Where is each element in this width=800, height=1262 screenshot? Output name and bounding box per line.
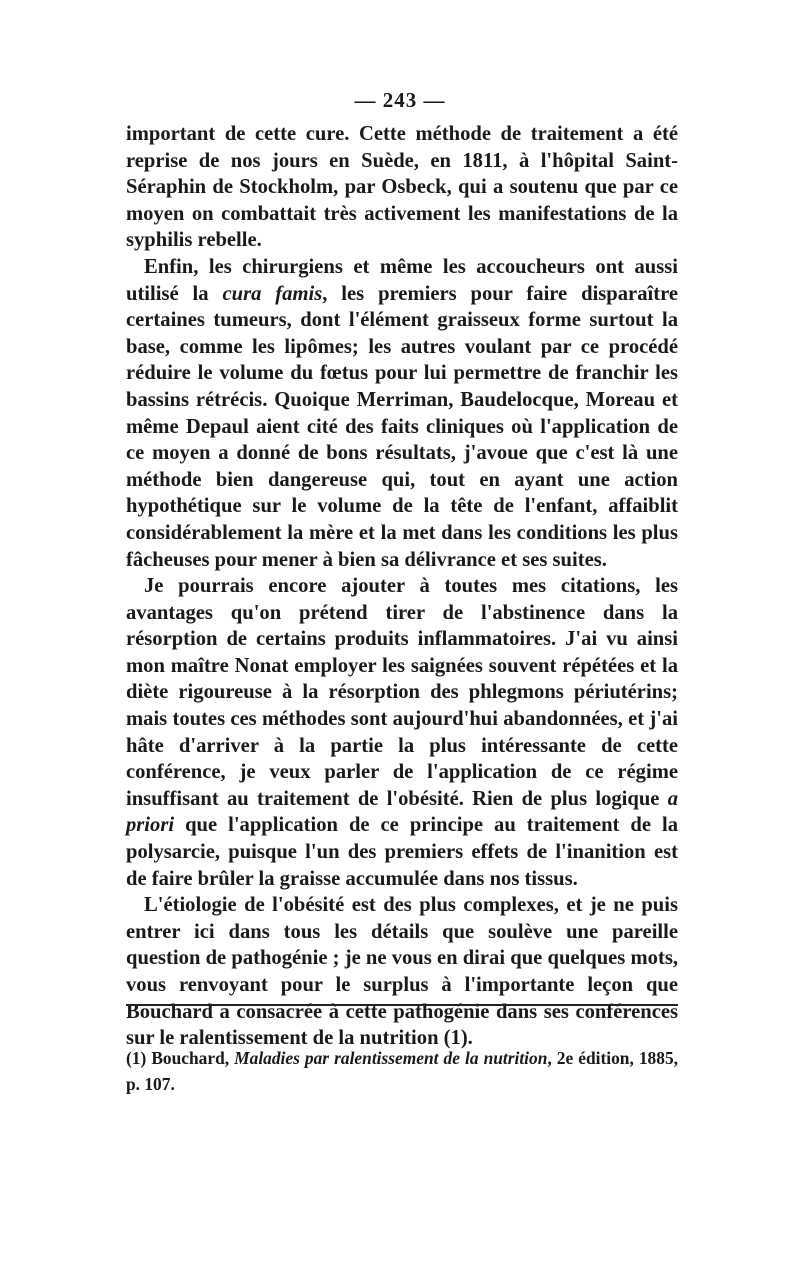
footnote-text: , 2e édition, 1885, p. 107. <box>126 1048 678 1094</box>
italic-term: a priori <box>126 787 678 837</box>
page-number: — 243 — <box>354 88 446 112</box>
italic-term: cura famis <box>222 282 323 305</box>
paragraph-text: , les premiers pour faire disparaître certaines tumeurs, dont l'élément graisseux forme surtout la base, comme les lipômes; les autres voulant par ce procédé réduire le volume du fœtus pour lui permettre de franchir les bassins rétrécis. Quoique Merriman, Baudelocque, Moreau et même Depaul aient cité des faits cliniques où l'application de ce moyen a donné de bons résultats, j'avoue que c'est là une méthode bien dangereuse qui, tout en ayant une action hypothétique sur le volume de la tête de l'enfant, affaiblit considérablement la mère et la met dans les conditions les plus fâcheuses pour mener à bien sa délivrance et ses suites. <box>126 282 678 571</box>
paragraph-text: que l'application de ce principe au traitement de la polysarcie, puisque l'un des premiers effets de l'inanition est de faire brûler la graisse accumulée dans nos tissus. <box>126 814 678 890</box>
paragraph-1 <box>126 121 678 254</box>
footnote <box>126 1045 678 1097</box>
footnote-text: (1) Bouchard, <box>126 1048 235 1068</box>
footnote-title: Maladies par ralentissement de la nutrition <box>234 1048 548 1068</box>
footnote-divider <box>126 1004 678 1006</box>
paragraph-3 <box>126 573 678 892</box>
paragraph-text: important de cette cure. Cette méthode de traitement a été reprise de nos jours en Suède, en 1811, à l'hôpital Saint-Séraphin de Stockholm, par Osbeck, qui a soutenu que par ce moyen on combattait très activement les manifestations de la syphilis rebelle. <box>126 123 678 252</box>
paragraph-text: Je pourrais encore ajouter à toutes mes citations, les avantages qu'on prétend tirer de l'abstinence dans la résorption de certains produits inflammatoires. J'ai vu ainsi mon maître Nonat employer les saignées souvent répétées et la diète rigoureuse à la résorption des phlegmons périutérins; mais toutes ces méthodes sont aujourd'hui abandonnées, et j'ai hâte d'arriver à la partie la plus intéressante de cette conférence, je veux parler de l'application de ce régime insuffisant au traitement de l'obésité. Rien de plus logique <box>126 575 678 810</box>
paragraph-2 <box>126 254 678 573</box>
body-text <box>126 121 678 1052</box>
paragraph-4 <box>126 892 678 1052</box>
paragraph-text: L'étiologie de l'obésité est des plus complexes, et je ne puis entrer ici dans tous les détails que soulève une pareille question de pathogénie ; je ne vous en dirai que quelques mots, vous renvoyant pour le surplus à l'importante leçon que Bouchard a consacrée à cette pathogénie dans ses conférences sur le ralentissement de la nutrition (1). <box>126 894 678 1050</box>
paragraph-text: Enfin, les chirurgiens et même les accoucheurs ont aussi utilisé la <box>126 255 678 305</box>
